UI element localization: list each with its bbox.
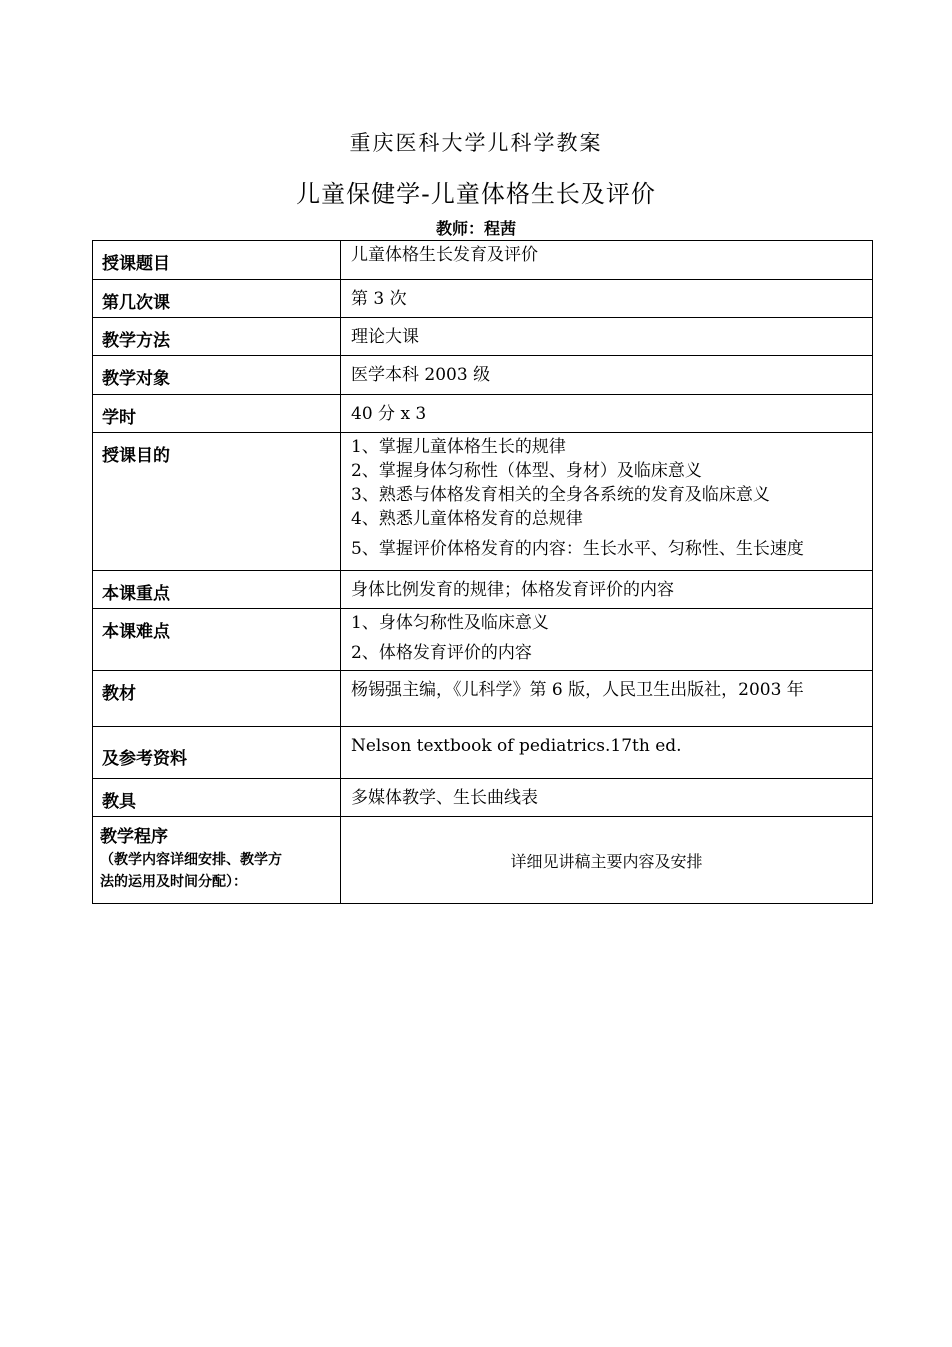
row-label: 学时 [93,395,341,433]
value-line: 3、熟悉与体格发育相关的全身各系统的发育及临床意义 [351,485,770,505]
row-value [341,433,873,571]
row-label: 教学对象 [93,356,341,395]
value-line: Nelson textbook of pediatrics.17th ed. [351,736,682,756]
row-label: 教材 [93,671,341,727]
table-row [93,609,873,671]
program-label: 教学程序 [100,827,168,847]
value-line: 多媒体教学、生长曲线表 [351,788,538,808]
value-line: 4、熟悉儿童体格发育的总规律 [351,509,583,529]
program-label-cell [93,817,341,904]
row-value [341,395,873,433]
program-value: 详细见讲稿主要内容及安排 [341,817,873,904]
row-value [341,779,873,817]
value-line: 儿童体格生长发育及评价 [351,245,538,265]
row-value [341,571,873,609]
program-sublabel: 法的运用及时间分配）： [100,874,247,890]
school-title: 重庆医科大学儿科学教案 [349,131,603,155]
program-sublabel: （教学内容详细安排、教学方 [100,852,282,868]
row-label: 教具 [93,779,341,817]
table-row [93,671,873,727]
value-line: 1、身体匀称性及临床意义 [351,613,549,633]
row-value [341,671,873,727]
row-label: 授课题目 [93,241,341,280]
value-line: 2、掌握身体匀称性（体型、身材）及临床意义 [351,461,702,481]
table-row [93,817,873,904]
table-row [93,433,873,571]
table-row [93,356,873,395]
row-value [341,318,873,356]
value-line: 40 分 x 3 [351,404,427,424]
row-value [341,356,873,395]
row-label: 授课目的 [93,433,341,571]
table-row [93,280,873,318]
value-line: 身体比例发育的规律；体格发育评价的内容 [351,580,674,600]
value-line: 杨锡强主编，《儿科学》第 6 版，人民卫生出版社，2003 年 [351,680,804,700]
row-label: 教学方法 [93,318,341,356]
row-label: 本课难点 [93,609,341,671]
table-row [93,779,873,817]
course-title: 儿童保健学-儿童体格生长及评价 [296,180,656,208]
row-label: 及参考资料 [93,727,341,779]
table-row [93,571,873,609]
row-value [341,241,873,280]
value-line: 理论大课 [351,327,419,347]
value-line: 2、体格发育评价的内容 [351,643,532,663]
row-value [341,609,873,671]
row-value [341,280,873,318]
value-line: 1、掌握儿童体格生长的规律 [351,437,566,457]
value-line: 5、掌握评价体格发育的内容：生长水平、匀称性、生长速度 [351,539,804,559]
row-label: 本课重点 [93,571,341,609]
value-line: 第 3 次 [351,289,407,309]
value-line: 医学本科 2003 级 [351,365,491,385]
table-row [93,395,873,433]
teacher-line: 教师：程茜 [435,219,516,238]
row-label: 第几次课 [93,280,341,318]
row-value [341,727,873,779]
table-row [93,727,873,779]
table-row [93,241,873,280]
table-row [93,318,873,356]
lesson-plan-table [92,240,873,904]
